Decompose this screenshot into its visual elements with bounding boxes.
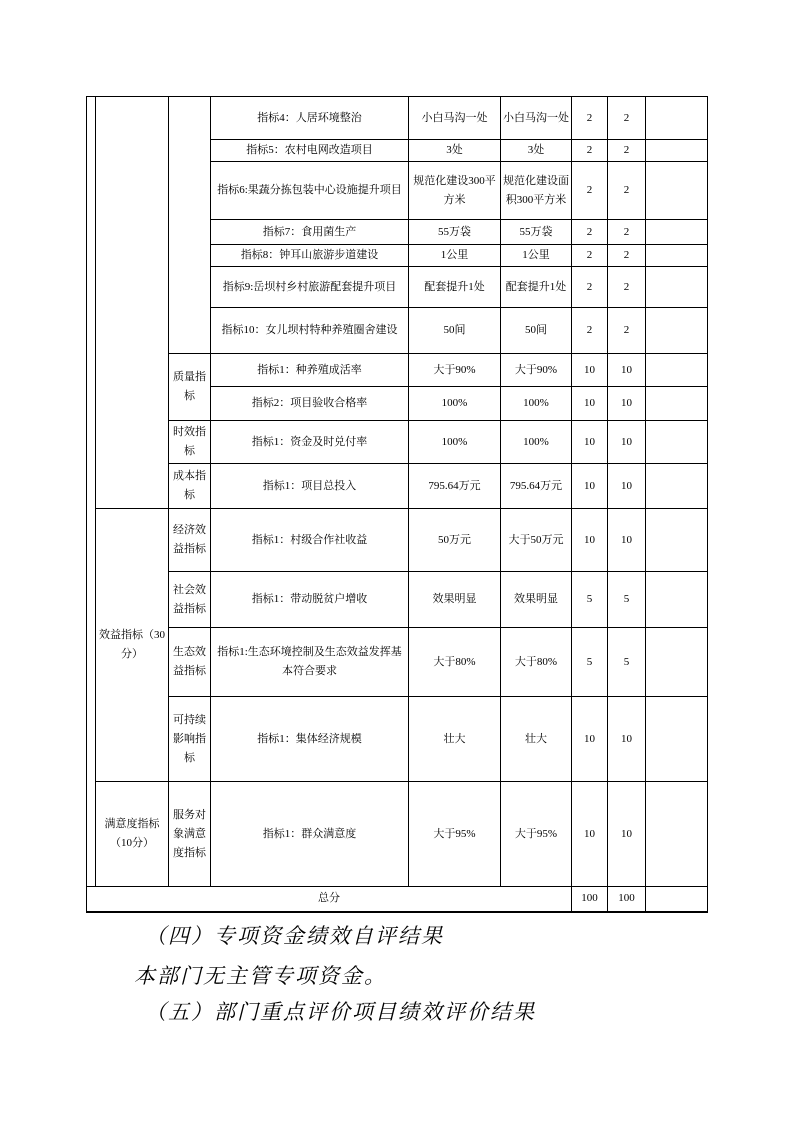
indicator-cell: 指标1：带动脱贫户增收 — [211, 572, 409, 628]
weight-score-cell: 2 — [572, 245, 608, 267]
subcategory-cell-service: 服务对象满意度指标 — [169, 782, 211, 887]
weight-score-cell: 10 — [572, 354, 608, 387]
total-self-score-cell: 100 — [608, 887, 646, 912]
target-value-cell: 100% — [409, 421, 501, 464]
table-row — [87, 464, 708, 509]
actual-value-cell: 100% — [501, 387, 572, 421]
section-heading-4: （四）专项资金绩效自评结果 — [145, 924, 444, 948]
self-score-cell: 2 — [608, 220, 646, 245]
target-value-cell: 配套提升1处 — [409, 267, 501, 308]
remark-cell — [646, 354, 708, 387]
remark-cell — [646, 140, 708, 162]
weight-score-cell: 10 — [572, 782, 608, 887]
target-value-cell: 100% — [409, 387, 501, 421]
remark-cell — [646, 782, 708, 887]
actual-value-cell: 壮大 — [501, 697, 572, 782]
target-value-cell: 50间 — [409, 308, 501, 354]
actual-value-cell: 规范化建设面积300平方米 — [501, 162, 572, 220]
self-score-cell: 10 — [608, 464, 646, 509]
actual-value-cell: 1公里 — [501, 245, 572, 267]
remark-cell — [646, 387, 708, 421]
table-row — [87, 354, 708, 387]
actual-value-cell: 大于80% — [501, 628, 572, 697]
table-row — [87, 509, 708, 572]
target-value-cell: 大于95% — [409, 782, 501, 887]
indicator-cell: 指标2：项目验收合格率 — [211, 387, 409, 421]
total-label-cell: 总分 — [87, 887, 572, 912]
remark-cell — [646, 697, 708, 782]
weight-score-cell: 10 — [572, 697, 608, 782]
target-value-cell: 大于90% — [409, 354, 501, 387]
total-remark-cell — [646, 887, 708, 912]
actual-value-cell: 配套提升1处 — [501, 267, 572, 308]
subcategory-cell-cost: 成本指标 — [169, 464, 211, 509]
indicator-cell: 指标10：女儿坝村特种养殖圈舍建设 — [211, 308, 409, 354]
subcategory-cell-timeliness: 时效指标 — [169, 421, 211, 464]
weight-score-cell: 2 — [572, 220, 608, 245]
remark-cell — [646, 220, 708, 245]
indicator-cell: 指标5：农村电网改造项目 — [211, 140, 409, 162]
weight-score-cell: 2 — [572, 308, 608, 354]
target-value-cell: 50万元 — [409, 509, 501, 572]
actual-value-cell: 795.64万元 — [501, 464, 572, 509]
remark-cell — [646, 628, 708, 697]
remark-cell — [646, 267, 708, 308]
self-score-cell: 2 — [608, 140, 646, 162]
weight-score-cell: 10 — [572, 387, 608, 421]
self-score-cell: 10 — [608, 354, 646, 387]
actual-value-cell: 大于50万元 — [501, 509, 572, 572]
indicator-cell: 指标1：资金及时兑付率 — [211, 421, 409, 464]
remark-cell — [646, 162, 708, 220]
total-weight-score-cell: 100 — [572, 887, 608, 912]
target-value-cell: 55万袋 — [409, 220, 501, 245]
remark-cell — [646, 421, 708, 464]
remark-cell — [646, 572, 708, 628]
subcategory-cell-social: 社会效益指标 — [169, 572, 211, 628]
actual-value-cell: 55万袋 — [501, 220, 572, 245]
indicator-cell: 指标1：项目总投入 — [211, 464, 409, 509]
remark-cell — [646, 97, 708, 140]
performance-self-evaluation-table — [86, 96, 708, 913]
weight-score-cell: 2 — [572, 140, 608, 162]
actual-value-cell: 3处 — [501, 140, 572, 162]
target-value-cell: 1公里 — [409, 245, 501, 267]
weight-score-cell: 5 — [572, 572, 608, 628]
indicator-cell: 指标4：人居环境整治 — [211, 97, 409, 140]
self-score-cell: 10 — [608, 509, 646, 572]
table-row — [87, 628, 708, 697]
target-value-cell: 795.64万元 — [409, 464, 501, 509]
self-score-cell: 5 — [608, 628, 646, 697]
weight-score-cell: 5 — [572, 628, 608, 697]
category-cell-satisfaction: 满意度指标（10分） — [96, 782, 169, 887]
target-value-cell: 规范化建设300平方米 — [409, 162, 501, 220]
indicator-cell: 指标1：村级合作社收益 — [211, 509, 409, 572]
table-row — [87, 97, 708, 140]
target-value-cell: 3处 — [409, 140, 501, 162]
category-cell-empty — [96, 97, 169, 509]
remark-cell — [646, 245, 708, 267]
subcategory-cell-ecological: 生态效益指标 — [169, 628, 211, 697]
indicator-cell: 指标9:岳坝村乡村旅游配套提升项目 — [211, 267, 409, 308]
actual-value-cell: 大于95% — [501, 782, 572, 887]
subcategory-cell-economic: 经济效益指标 — [169, 509, 211, 572]
self-score-cell: 10 — [608, 782, 646, 887]
self-score-cell: 2 — [608, 245, 646, 267]
indicator-cell: 指标1:生态环境控制及生态效益发挥基本符合要求 — [211, 628, 409, 697]
section4-paragraph: 本部门无主管专项资金。 — [134, 964, 387, 988]
target-value-cell: 效果明显 — [409, 572, 501, 628]
remark-cell — [646, 308, 708, 354]
self-score-cell: 10 — [608, 421, 646, 464]
weight-score-cell: 10 — [572, 421, 608, 464]
indicator-cell: 指标8：钟耳山旅游步道建设 — [211, 245, 409, 267]
weight-score-cell: 2 — [572, 162, 608, 220]
category-cell-benefit: 效益指标（30分） — [96, 509, 169, 782]
total-row — [87, 887, 708, 912]
self-score-cell: 10 — [608, 697, 646, 782]
actual-value-cell: 大于90% — [501, 354, 572, 387]
indicator-cell: 指标1：群众满意度 — [211, 782, 409, 887]
self-score-cell: 10 — [608, 387, 646, 421]
indicator-cell: 指标1：集体经济规模 — [211, 697, 409, 782]
target-value-cell: 小白马沟一处 — [409, 97, 501, 140]
target-value-cell: 大于80% — [409, 628, 501, 697]
self-score-cell: 2 — [608, 308, 646, 354]
section-heading-5: （五）部门重点评价项目绩效评价结果 — [145, 1000, 536, 1024]
table-row — [87, 421, 708, 464]
actual-value-cell: 50间 — [501, 308, 572, 354]
subcategory-cell-sustainable: 可持续影响指标 — [169, 697, 211, 782]
weight-score-cell: 10 — [572, 509, 608, 572]
actual-value-cell: 小白马沟一处 — [501, 97, 572, 140]
subcategory-cell-empty — [169, 97, 211, 354]
left-spacer-cell — [87, 97, 96, 887]
self-score-cell: 2 — [608, 267, 646, 308]
indicator-cell: 指标1：种养殖成活率 — [211, 354, 409, 387]
weight-score-cell: 2 — [572, 97, 608, 140]
target-value-cell: 壮大 — [409, 697, 501, 782]
self-score-cell: 2 — [608, 97, 646, 140]
weight-score-cell: 2 — [572, 267, 608, 308]
actual-value-cell: 效果明显 — [501, 572, 572, 628]
table-row — [87, 572, 708, 628]
table-row — [87, 697, 708, 782]
subcategory-cell-quality: 质量指标 — [169, 354, 211, 421]
self-score-cell: 2 — [608, 162, 646, 220]
remark-cell — [646, 509, 708, 572]
actual-value-cell: 100% — [501, 421, 572, 464]
remark-cell — [646, 464, 708, 509]
indicator-cell: 指标6:果蔬分拣包装中心设施提升项目 — [211, 162, 409, 220]
self-score-cell: 5 — [608, 572, 646, 628]
weight-score-cell: 10 — [572, 464, 608, 509]
table-row — [87, 782, 708, 887]
indicator-cell: 指标7：食用菌生产 — [211, 220, 409, 245]
